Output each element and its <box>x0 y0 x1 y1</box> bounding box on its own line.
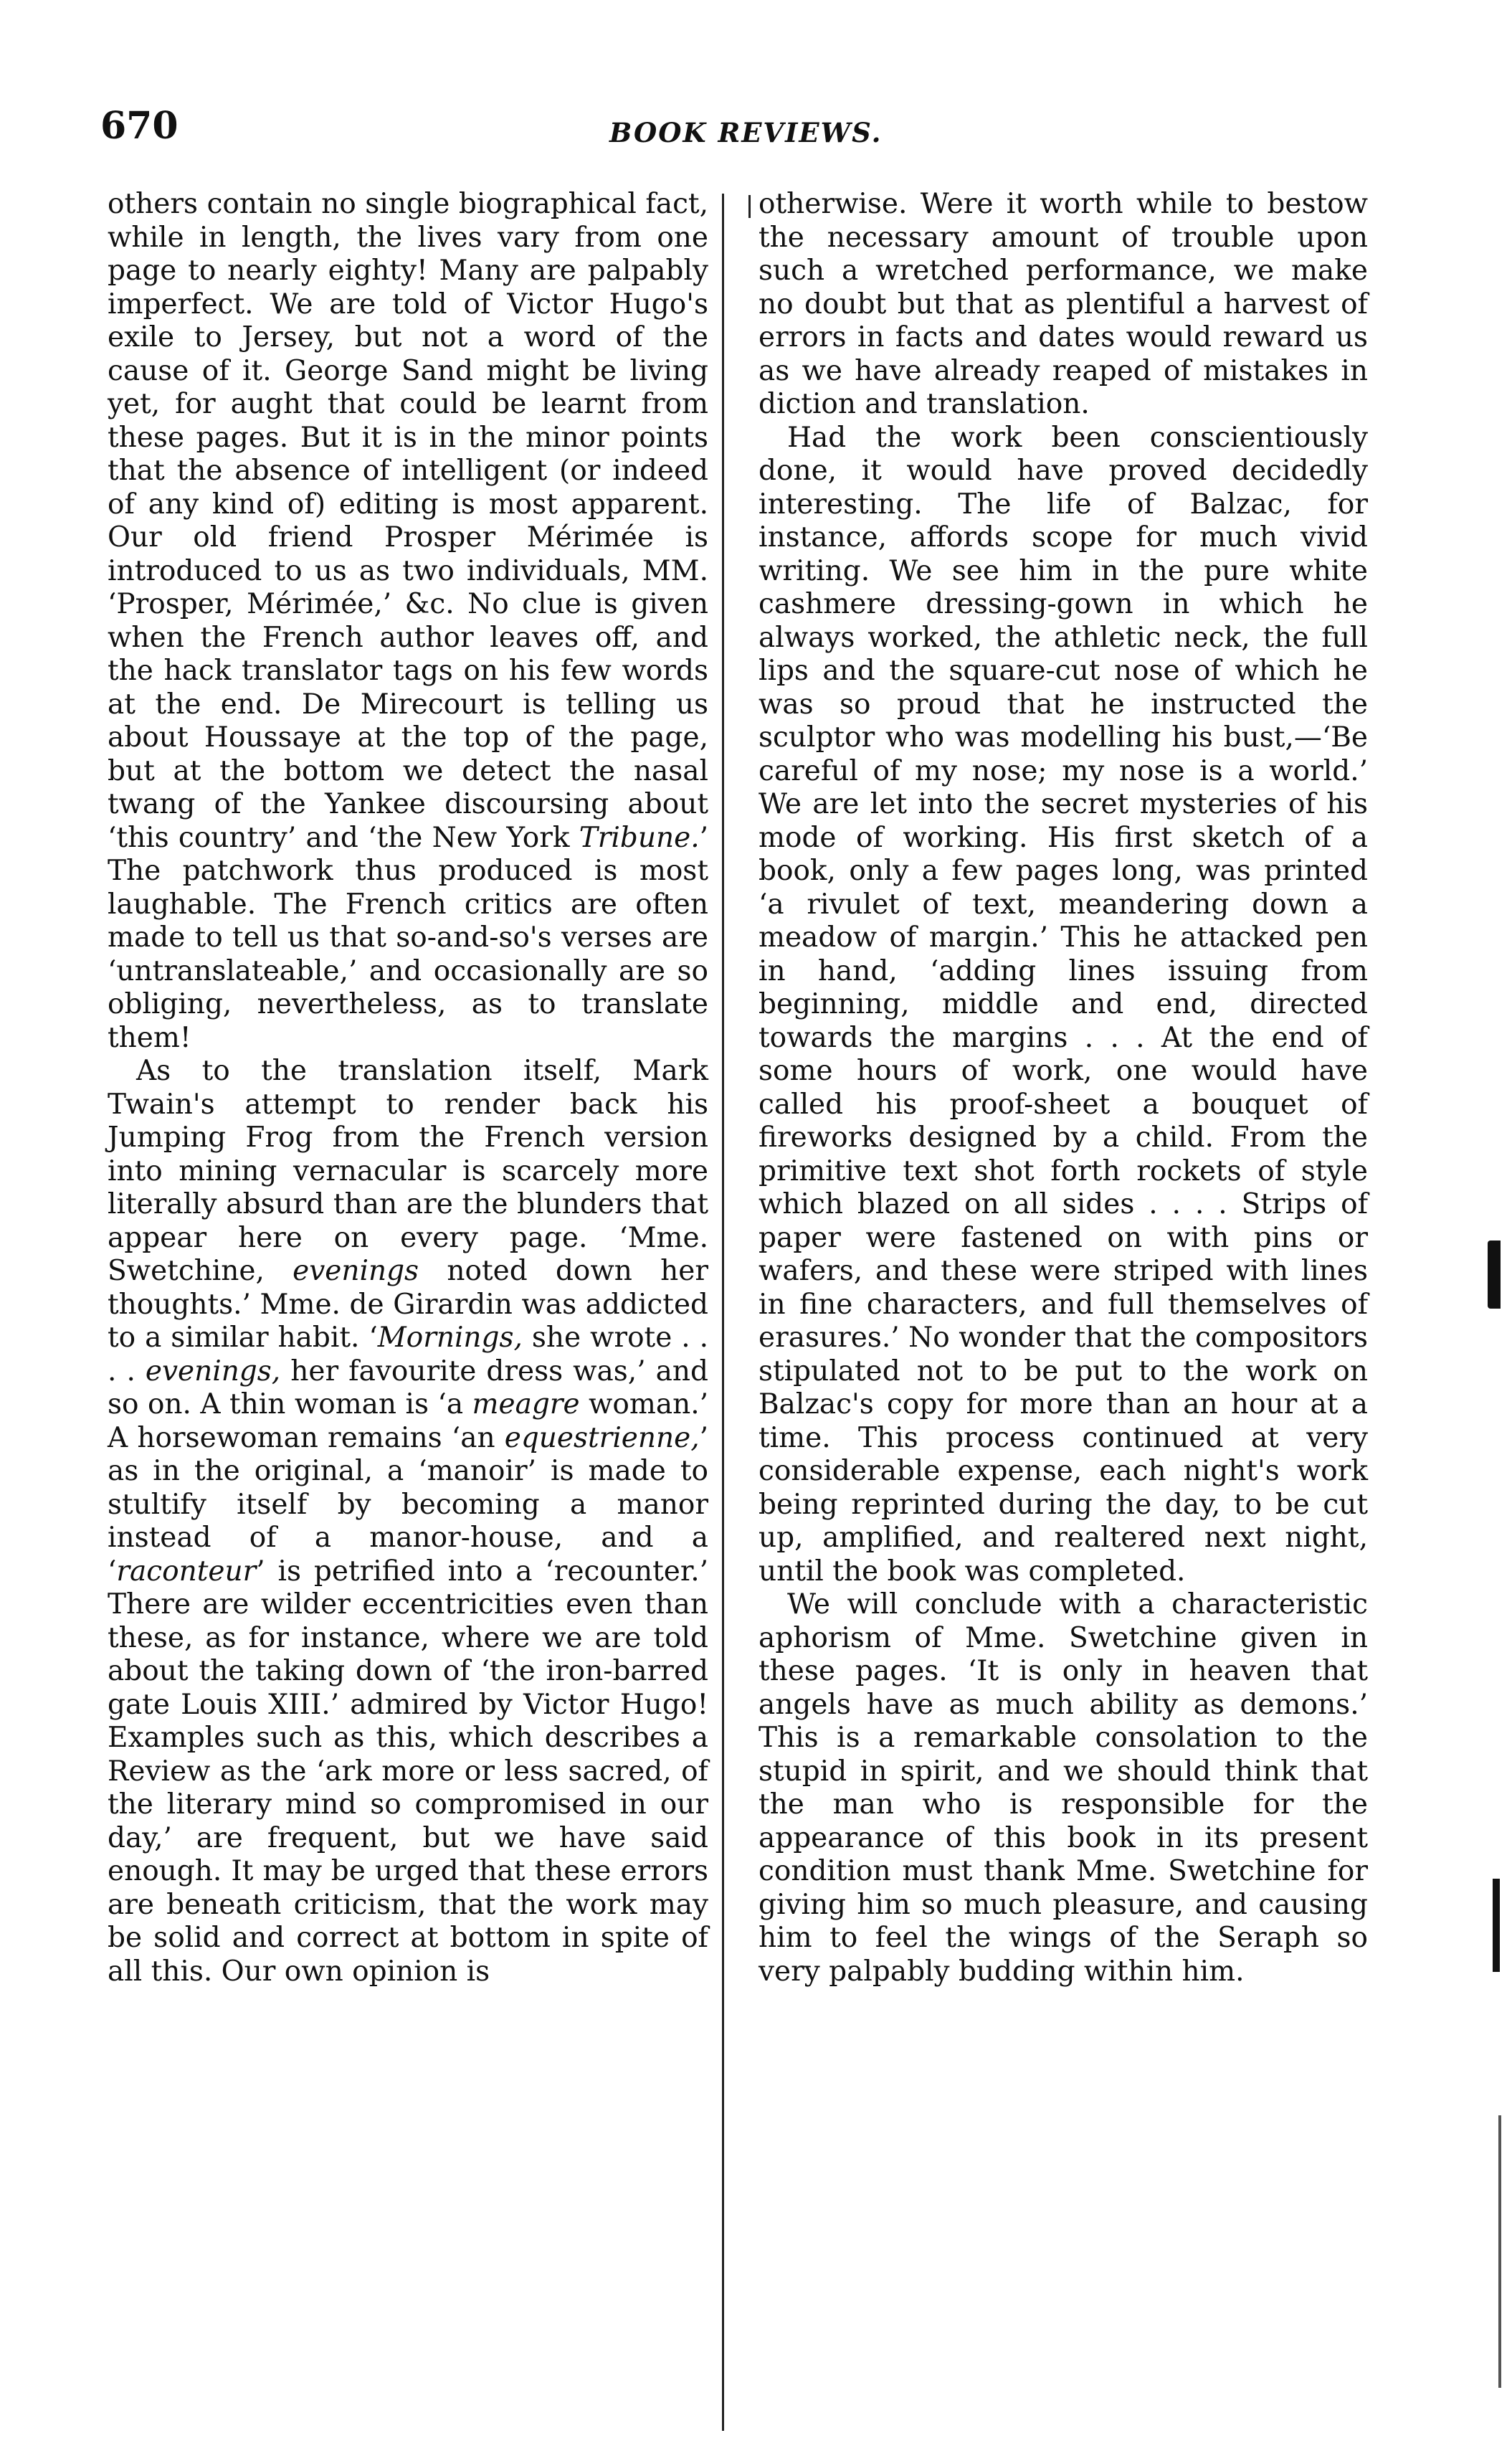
column-divider <box>722 194 724 2431</box>
page-edge-mark <box>1493 1879 1500 1972</box>
left-p2-text-f: ’ as in the original, a ‘manoir’ is made to stultify itself by becoming a manor instead of a manor-house, and a ‘ <box>108 1421 708 1588</box>
page-edge-mark <box>1498 2115 1501 2388</box>
running-head: BOOK REVIEWS. <box>609 117 883 148</box>
left-p1-end: ’ The patchwork thus produced is most laughable. The French critics are often made to tell us that so-and-so's verses are ‘untranslateable,’ and occasionally are so obliging, nevertheless, as to translate them! <box>108 821 708 1054</box>
left-paragraph-1 <box>108 188 708 1055</box>
left-p1-italic: Tribune. <box>579 821 700 854</box>
right-paragraph-2: Had the work been conscientiously done, it would have proved decidedly interesting. The life of Balzac, for instance, affords scope for much vivid writing. We see him in the pure white cashmere dressing-gown in which he always worked, the athletic neck, the full lips and the square-cut nose of which he was so proud that he instructed the sculptor who was modelling his bust,—‘Be careful of my nose; my nose is a world.’ We are let into the secret mysteries of his mode of working. His first sketch of a book, only a few pages long, was printed ‘a rivulet of text, meandering down a meadow of margin.’ This he attacked pen in hand, ‘adding lines issuing from beginning, middle and end, directed towards the margins . . . At the end of some hours of work, one would have called his proof-sheet a bouquet of fireworks designed by a child. From the primitive text shot forth rockets of style which blazed on all sides . . . . Strips of paper were fastened on with pins or wafers, and these were striped with lines in fine characters, and full themselves of erasures.’ No wonder that the compositors stipulated not to be put to the work on Balzac's copy for more than an hour at a time. This process continued at very considerable expense, each night's work being reprinted during the day, to be cut up, amplified, and realtered next night, until the book was completed. <box>759 421 1368 1588</box>
left-p2-italic-4: meagre <box>472 1388 580 1420</box>
left-p2-italic-3: evenings, <box>145 1355 281 1388</box>
left-p2-text-g: ’ is petrified into a ‘recounter.’ There are wilder eccentricities even than these, as for instance, where we are told about the taking down of ‘the iron-barred gate Louis XIII.’ admired by Victor Hugo! Examples such as this, which describes a Review as the ‘ark more or less sacred, of the literary mind so compromised in our day,’ are frequent, but we have said enough. It may be urged that these errors are beneath criticism, that the work may be solid and correct at bottom in spite of all this. Our own opinion is <box>108 1555 708 1988</box>
left-p2-italic-1: evenings <box>293 1255 419 1287</box>
right-column <box>759 188 1368 1988</box>
left-p2-italic-6: raconteur <box>116 1555 257 1588</box>
left-p2-italic-5: equestrienne, <box>504 1421 700 1454</box>
left-paragraph-2 <box>108 1055 708 1988</box>
left-p2-text-b: noted down her thoughts.’ Mme. de Girardin was addicted to a similar habit. ‘ <box>108 1255 709 1354</box>
page-edge-mark <box>1488 1241 1501 1309</box>
left-p2-text-c: she wrote . . . . <box>108 1322 708 1388</box>
left-p2-italic-2: Mornings, <box>377 1322 523 1354</box>
left-p2-text-d: her favourite dress was,’ and so on. A thin woman is ‘a <box>108 1355 708 1420</box>
right-paragraph-1: otherwise. Were it worth while to bestow the necessary amount of trouble upon such a wretched performance, we make no doubt but that as plentiful a harvest of errors in facts and dates would reward us as we have already reaped of mistakes in diction and translation. <box>759 188 1368 420</box>
right-paragraph-3: We will conclude with a characteristic aphorism of Mme. Swetchine given in these pages. ‘It is only in heaven that angels have as much ability as demons.’ This is a remarkable consolation to the stupid in spirit, and we should think that the man who is responsible for the appearance of this book in its present condition must thank Mme. Swetchine for giving him so much pleasure, and causing him to feel the wings of the Seraph so very palpably budding within him. <box>759 1588 1368 1988</box>
left-p1-text: others contain no single biographical fact, while in length, the lives vary from one page to nearly eighty! Many are palpably imperfect. We are told of Victor Hugo's exile to Jersey, but not a word of the cause of it. George Sand might be living yet, for aught that could be learnt from these pages. But it is in the minor points that the absence of intelligent (or indeed of any kind of) editing is most apparent. Our old friend Prosper Mérimée is introduced to us as two individuals, MM. ‘Prosper, Mérimée,’ &c. No clue is given when the French author leaves off, and the hack translator tags on his few words at the end. De Mirecourt is telling us about Houssaye at the top of the page, but at the bottom we detect the nasal twang of the Yankee discoursing about ‘this country’ and ‘the New York <box>108 188 708 854</box>
page-number: 670 <box>100 104 179 148</box>
left-column <box>108 188 708 1988</box>
column-divider-tick <box>748 195 751 218</box>
left-p2-text-e: woman.’ A horsewoman remains ‘an <box>108 1388 709 1454</box>
left-p2-text-a: As to the translation itself, Mark Twain's attempt to render back his Jumping Frog from the French version into mining vernacular is scarcely more literally absurd than are the blunders that appear here on every page. ‘Mme. Swetchine, <box>108 1055 708 1287</box>
